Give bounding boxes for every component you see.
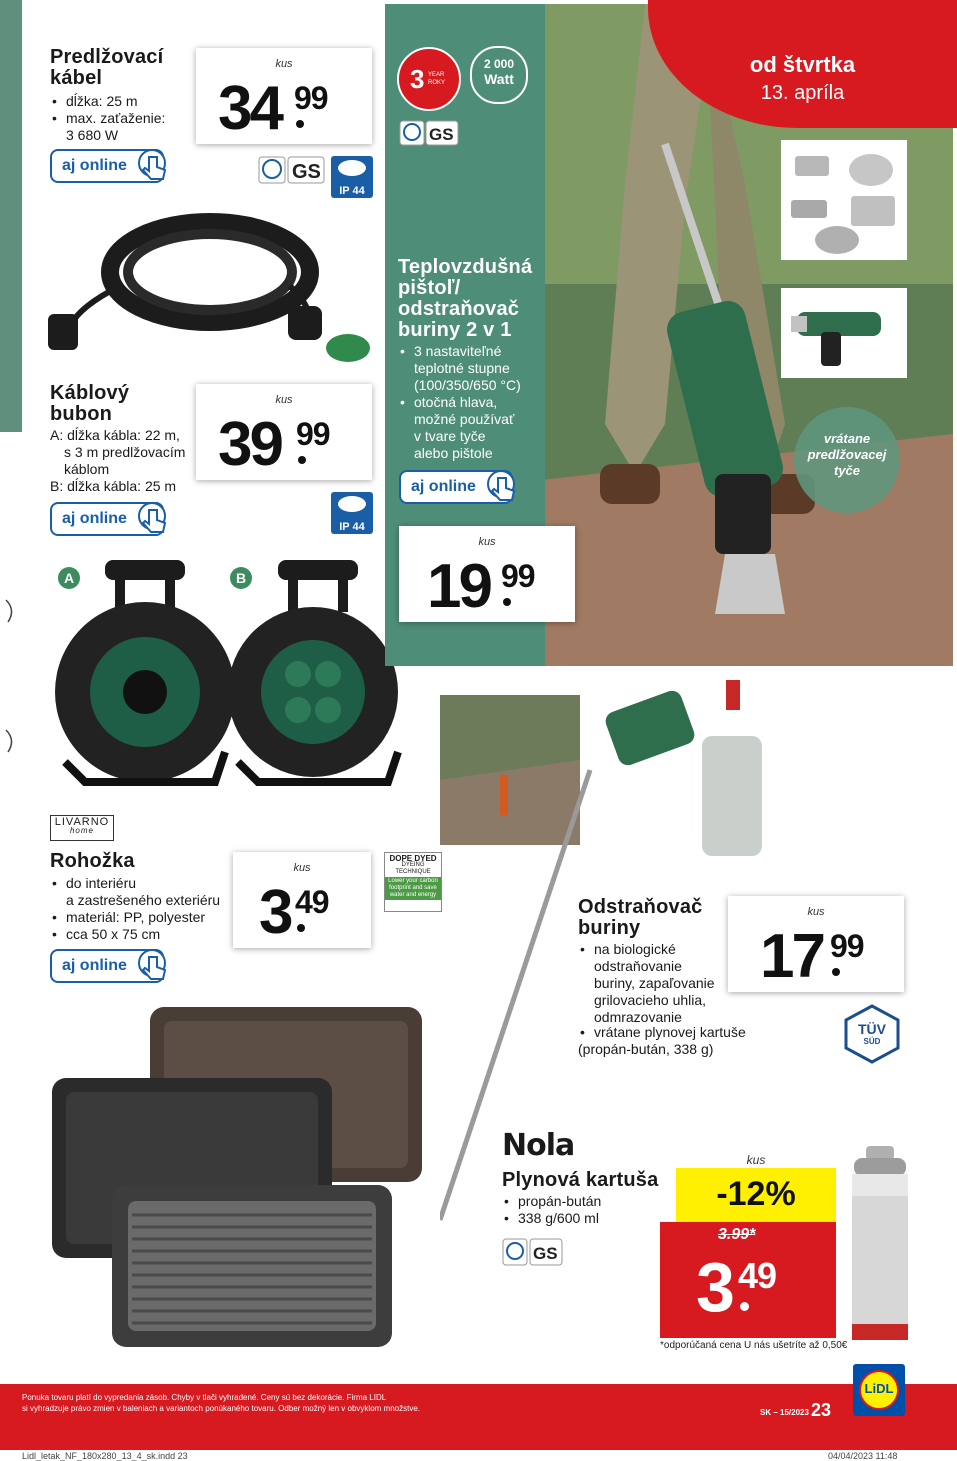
lidl-logo	[853, 1364, 905, 1416]
brand-name: LIVARNO	[54, 816, 110, 828]
pointer-hand-icon	[485, 468, 521, 506]
extension-cable-info	[50, 47, 200, 144]
cable-reel-online-button[interactable]	[50, 502, 164, 536]
heat-gun-pistol-image	[781, 288, 907, 378]
online-label: aj online	[62, 510, 127, 527]
ip44-rain-icon	[331, 492, 373, 534]
svg-text:GS: GS	[429, 125, 454, 144]
extension-cable-image	[40, 206, 380, 366]
lidl-logo-text: LiDL	[864, 1381, 894, 1396]
ip-label: IP 44	[339, 521, 365, 533]
dope-title: DOPE DYED	[389, 854, 437, 863]
reel-spec-a-cont: s 3 m predlžovacím	[64, 444, 186, 460]
cloud-icon	[331, 492, 373, 518]
online-label: aj online	[62, 157, 127, 174]
spec-line: v tvare tyče	[414, 428, 486, 444]
price-main: 34	[218, 74, 281, 143]
price-cents: 99	[296, 416, 330, 452]
extension-cable-title	[50, 47, 200, 89]
heat-gun-specs	[398, 343, 548, 462]
spec-line: teplotné stupne	[414, 360, 510, 376]
extension-rod-included-badge	[794, 407, 900, 513]
dope-line: DYEING	[401, 862, 425, 868]
page-edge-strip	[0, 0, 22, 432]
extension-cable-specs	[50, 93, 200, 127]
spec-line: buriny, zapaľovanie	[594, 975, 715, 991]
spec-item: • 338 g/600 ml	[502, 1210, 672, 1227]
print-slug-right: 04/04/2023 11:48	[828, 1451, 898, 1461]
cable-reel-title	[50, 383, 210, 425]
spec-line: (100/350/650 °C)	[414, 377, 521, 393]
gas-cartridge-image	[848, 1146, 912, 1346]
title-line: pištoľ/	[398, 277, 461, 299]
dope-line: footprint and save	[389, 885, 437, 891]
heat-gun-info	[398, 257, 548, 462]
reel-spec-a-cont: káblom	[64, 461, 110, 477]
title-line: bubon	[50, 403, 113, 425]
spec-line: otočná hlava,	[414, 394, 498, 410]
pointer-hand-icon	[136, 500, 172, 538]
print-slug-left: Lidl_letak_NF_180x280_13_4_sk.indd 23	[22, 1451, 188, 1461]
reel-spec-b: B: dĺžka kábla: 25 m	[50, 478, 177, 494]
spec-item	[398, 394, 548, 462]
reel-spec-a: A: dĺžka kábla: 22 m,	[50, 427, 180, 443]
cloud-icon	[331, 156, 373, 182]
price-cents: 99	[501, 558, 535, 594]
spec-line: do interiéru	[66, 875, 137, 891]
nola-logo: Nola	[502, 1128, 575, 1163]
title-line: Predlžovací	[50, 46, 164, 68]
spec-line: možné používať	[414, 411, 515, 427]
dope-dyed-badge	[384, 852, 442, 912]
pointer-hand-icon	[136, 947, 172, 985]
cable-reel-info	[50, 383, 210, 495]
ip44-rain-icon	[331, 156, 373, 198]
warranty-years: 3	[410, 64, 425, 94]
price-main: 39	[218, 410, 281, 479]
dope-line: TECHNIQUE	[395, 869, 431, 875]
included-line: predlžovacej	[807, 447, 887, 462]
tuv-gs-certification-icon	[258, 156, 328, 188]
price-cents: 49	[295, 884, 329, 920]
footer-bar	[0, 1384, 957, 1450]
price-main: 17	[760, 922, 823, 991]
weed-burner-specs-2	[578, 1024, 778, 1058]
spec-line: na biologické	[594, 941, 676, 957]
pointer-hand-icon	[136, 147, 172, 185]
price-cents: 49	[738, 1255, 777, 1296]
doormat-online-button[interactable]	[50, 949, 164, 983]
watt-badge	[470, 46, 528, 104]
weed-burner-specs-list	[578, 1024, 778, 1041]
svg-text:YEAR: YEAR	[428, 72, 445, 78]
price-cents: 99	[294, 80, 328, 116]
price-dot	[298, 456, 306, 464]
brand-sub: home	[69, 826, 94, 835]
title-line: Teplovzdušná	[398, 256, 533, 278]
doormat-specs	[50, 875, 240, 943]
warranty-3-years-icon	[396, 46, 462, 112]
spec-item: • vrátane plynovej kartuše	[578, 1024, 778, 1041]
sale-price-box	[660, 1222, 836, 1338]
unit-label: kus	[478, 536, 496, 548]
price-footnote: *odporúčaná cena U nás ušetríte až 0,50€	[660, 1340, 848, 1351]
dope-line: water and energy	[389, 892, 437, 898]
tuv-gs-certification-icon	[502, 1238, 564, 1268]
cut-marks	[0, 590, 22, 770]
price-main: 3	[696, 1248, 735, 1326]
spec-item	[50, 875, 240, 909]
doormat-title: Rohožka	[50, 850, 135, 872]
price-dot	[296, 120, 304, 128]
cable-reel-price-box	[196, 384, 372, 480]
doormat-price-box	[233, 852, 371, 948]
variant-a-badge: A	[58, 567, 80, 589]
livarno-logo	[50, 815, 114, 841]
spec-line: grilovacieho uhlia,	[594, 992, 707, 1008]
title-line: Káblový	[50, 382, 130, 404]
extension-cable-online-button[interactable]	[50, 149, 164, 183]
price-main: 3	[259, 878, 294, 947]
discount-label: -12%	[716, 1175, 796, 1213]
unit-label: kus	[746, 1153, 766, 1167]
spec-cont: (propán-bután, 338 g)	[578, 1041, 714, 1057]
heat-gun-online-button[interactable]	[399, 470, 513, 504]
weed-burner-price-box	[728, 896, 904, 992]
spec-item: • propán-bután	[502, 1193, 672, 1210]
watt-unit: Watt	[484, 71, 514, 87]
spec-item	[398, 343, 548, 394]
svg-text:GS: GS	[292, 161, 321, 183]
online-label: aj online	[411, 478, 476, 495]
old-price: 3.99*	[718, 1226, 756, 1243]
tuv-sud-icon	[842, 1004, 902, 1064]
title-line: odstraňovač	[398, 298, 520, 320]
spec-item: • cca 50 x 75 cm	[50, 926, 240, 943]
nozzle-accessories-image	[781, 140, 907, 260]
spec-item: • materiál: PP, polyester	[50, 909, 240, 926]
included-line: tyče	[833, 463, 861, 478]
dope-line: Lower your carbon	[388, 878, 438, 884]
discount-badge	[676, 1168, 836, 1222]
extension-cable-price-box	[196, 48, 372, 144]
cable-reel-a-image	[45, 552, 235, 792]
spec-item: • dĺžka: 25 m	[50, 93, 200, 110]
price-dot	[740, 1302, 749, 1311]
tuv-sub: SÜD	[863, 1037, 881, 1046]
tuv-label: TÜV	[858, 1021, 886, 1037]
gas-cartridge-title: Plynová kartuša	[502, 1169, 659, 1191]
spec-cont: 3 680 W	[66, 127, 119, 143]
gas-cartridge-specs	[502, 1193, 672, 1227]
heat-gun-title	[398, 257, 548, 341]
spec-line: a zastrešeného exteriéru	[66, 892, 221, 908]
title-line: buriny 2 v 1	[398, 319, 512, 341]
included-line: vrátane	[823, 431, 871, 446]
price-dot	[297, 924, 305, 932]
spec-line: odstraňovanie	[594, 958, 682, 974]
gas-cartridge-info	[502, 1170, 672, 1227]
svg-text:GS: GS	[533, 1244, 558, 1263]
tuv-gs-certification-icon	[399, 120, 459, 148]
issue-label: SK – 15/2023	[760, 1408, 809, 1417]
spec-line: 3 nastaviteľné	[414, 343, 502, 359]
unit-label: kus	[275, 394, 293, 406]
svg-text:ROKY: ROKY	[428, 80, 446, 86]
unit-label: kus	[807, 906, 825, 918]
price-main: 19	[427, 552, 490, 621]
doormats-image	[50, 1005, 430, 1350]
disclaimer-line: Ponuka tovaru platí do vypredania zásob. Chyby v tlači vyhradené. Ceny sú bez dekorácie. Firma LIDL	[22, 1393, 387, 1402]
doormat-info	[50, 851, 240, 943]
banner-date: 13. apríla	[760, 82, 845, 104]
footer-disclaimer	[22, 1392, 442, 1414]
spec-item: • max. zaťaženie:	[50, 110, 200, 127]
ip-label: IP 44	[339, 185, 365, 197]
unit-label: kus	[275, 58, 293, 70]
price-dot	[503, 598, 511, 606]
price-cents: 99	[830, 928, 864, 964]
page-number: 23	[811, 1400, 832, 1420]
banner-day: od štvrtka	[749, 52, 856, 77]
title-line: kábel	[50, 67, 103, 89]
watt-value: 2 000	[483, 57, 515, 71]
title-line: Odstraňovač	[578, 896, 703, 918]
disclaimer-line: si vyhradzuje právo zmien v baleniach a variantoch ponúkaného tovaru. Odber možný len v obvyklom množstve.	[22, 1404, 420, 1413]
title-line: buriny	[578, 917, 641, 939]
unit-label: kus	[293, 862, 311, 874]
spec-line: alebo pištole	[414, 445, 493, 461]
price-dot	[832, 968, 840, 976]
variant-b-badge: B	[230, 567, 252, 589]
heat-gun-price-box	[399, 526, 575, 622]
online-label: aj online	[62, 957, 127, 974]
spec-line: odmrazovanie	[594, 1009, 682, 1025]
